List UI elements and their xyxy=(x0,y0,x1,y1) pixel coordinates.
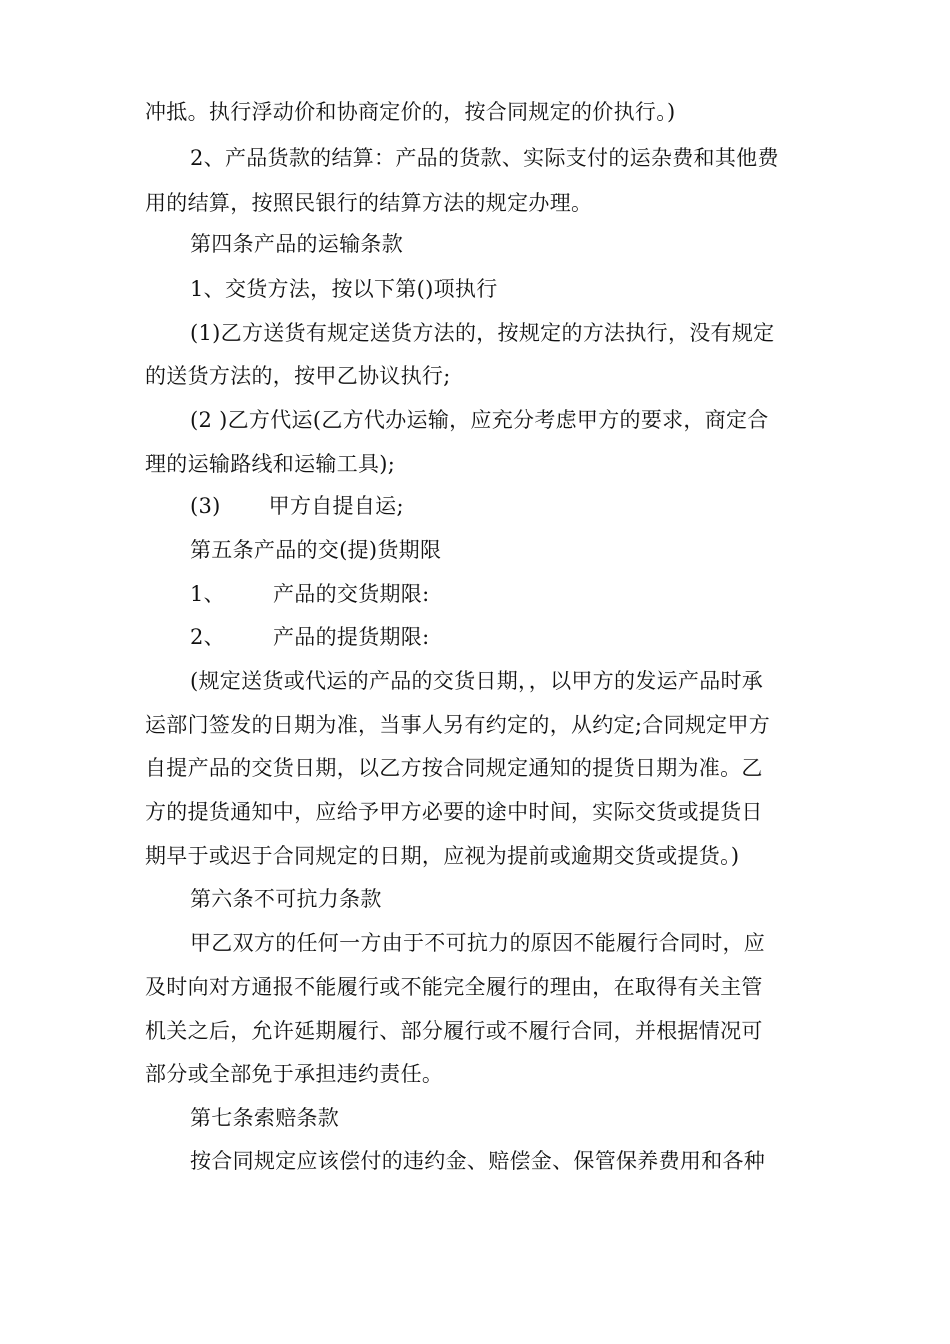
section-heading: 第四条产品的运输条款 xyxy=(190,232,403,256)
text-line: 冲抵。执行浮动价和协商定价的，按合同规定的价执行。) xyxy=(145,100,676,124)
text-line: (规定送货或代运的产品的交货日期，，以甲方的发运产品时承 xyxy=(190,669,764,693)
text-line: 部分或全部免于承担违约责任。 xyxy=(145,1062,444,1086)
item-number: (3) xyxy=(190,494,221,518)
text-line: 甲乙双方的任何一方由于不可抗力的原因不能履行合同时，应 xyxy=(190,931,766,955)
item-text: 产品的交货期限: xyxy=(272,582,430,606)
text-line: 期早于或迟于合同规定的日期，应视为提前或逾期交货或提货。) xyxy=(145,844,740,868)
text-line: 按合同规定应该偿付的违约金、赔偿金、保管保养费用和各种 xyxy=(190,1149,766,1173)
text-line: 1、交货方法，按以下第()项执行 xyxy=(190,277,498,301)
item-number: 1、 xyxy=(190,582,225,606)
section-heading: 第五条产品的交(提)货期限 xyxy=(190,538,442,562)
section-heading: 第七条索赔条款 xyxy=(190,1106,340,1130)
text-line xyxy=(190,579,429,609)
text-line: 运部门签发的日期为准，当事人另有约定的，从约定;合同规定甲方 xyxy=(145,713,771,737)
text-line: 自提产品的交货日期，以乙方按合同规定通知的提货日期为准。乙 xyxy=(145,756,763,780)
text-line xyxy=(190,491,404,521)
text-line: 的送货方法的，按甲乙协议执行; xyxy=(145,364,451,388)
section-heading: 第六条不可抗力条款 xyxy=(190,887,382,911)
text-line: 理的运输路线和运输工具); xyxy=(145,452,396,476)
text-line: 2、产品货款的结算：产品的货款、实际支付的运杂费和其他费 xyxy=(190,146,779,170)
item-text: 甲方自提自运; xyxy=(268,494,404,518)
text-line: (2 )乙方代运(乙方代办运输，应充分考虑甲方的要求，商定合 xyxy=(190,408,769,432)
text-line xyxy=(190,622,429,652)
text-line: 用的结算，按照民银行的结算方法的规定办理。 xyxy=(145,191,593,215)
text-line: 及时向对方通报不能履行或不能完全履行的理由，在取得有关主管 xyxy=(145,975,763,999)
text-line: 方的提货通知中，应给予甲方必要的途中时间，实际交货或提货日 xyxy=(145,800,763,824)
text-line: 机关之后，允许延期履行、部分履行或不履行合同，并根据情况可 xyxy=(145,1019,763,1043)
item-text: 产品的提货期限: xyxy=(272,625,430,649)
item-number: 2、 xyxy=(190,625,225,649)
text-line: (1)乙方送货有规定送货方法的，按规定的方法执行，没有规定 xyxy=(190,321,775,345)
